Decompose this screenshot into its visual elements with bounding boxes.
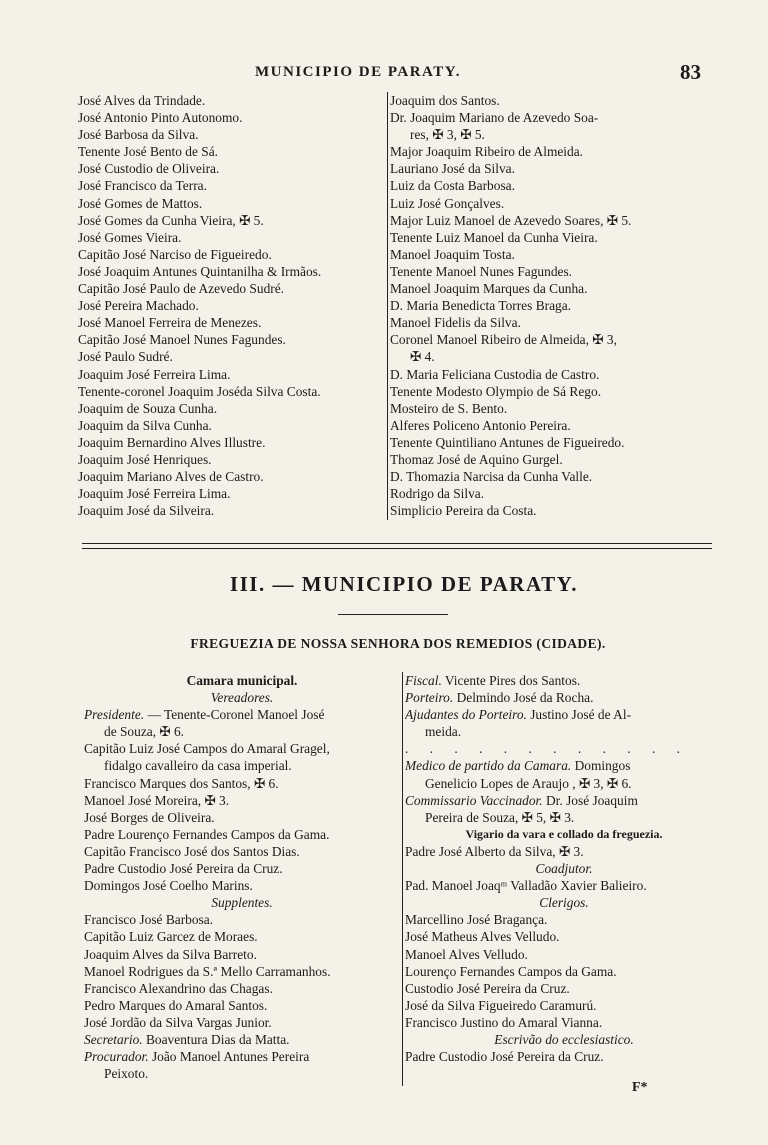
name-entry: Dr. Joaquim Mariano de Azevedo Soa- <box>390 110 599 126</box>
supplente-entry: Joaquim Alves da Silva Barreto. <box>84 946 257 962</box>
medico-label: Medico de partido da Camara. <box>405 758 572 774</box>
name-entry: Manoel Fidelis da Silva. <box>390 315 521 331</box>
name-entry: Tenente-coronel Joaquim Josédа Silva Costa. <box>78 383 321 399</box>
name-entry: Joaquim José Henriques. <box>78 451 212 467</box>
column-divider-top <box>387 92 388 520</box>
camara-entry: Francisco Marques dos Santos, ✠ 6. <box>84 775 279 791</box>
presidente-text: — Tenente-Coronel Manoel José <box>144 707 325 723</box>
name-entry: Tenente Manoel Nunes Fagundes. <box>390 263 573 279</box>
medico-continuation: Genelicio Lopes de Araujo , ✠ 3, ✠ 6. <box>425 775 632 791</box>
presidente-label: Presidente. <box>84 707 145 723</box>
name-entry: Tenente Quintiliano Antunes de Figueiredo. <box>390 434 625 450</box>
camara-entry: Padre Custodio José Pereira da Cruz. <box>84 861 283 877</box>
name-entry: Joaquim José da Silveira. <box>78 503 215 519</box>
vaccinador-continuation: Pereira de Souza, ✠ 5, ✠ 3. <box>425 809 575 825</box>
coadjutor-name: Pad. Manoel Joaqᵐ Valladão Xavier Balieiro. <box>405 878 647 894</box>
double-rule-lower <box>82 548 712 549</box>
camara-column <box>84 672 400 1082</box>
vaccinador-line <box>405 792 723 809</box>
camara-entry: Padre Lourenço Fernandes Campos da Gama. <box>84 826 330 842</box>
name-entry: José Pereira Machado. <box>78 298 199 314</box>
name-entry: Major Luiz Manoel de Azevedo Soares, ✠ 5. <box>390 212 632 228</box>
page-header <box>0 60 768 90</box>
porteiro-label: Porteiro. <box>405 690 454 706</box>
name-entry: D. Maria Benedicta Torres Braga. <box>390 298 572 314</box>
name-entry: Mosteiro de S. Bento. <box>390 400 508 416</box>
porteiro-line <box>405 689 723 706</box>
supplente-entry: Manoel Rodrigues da S.ª Mello Carramanhos. <box>84 963 331 979</box>
clerigo-entry: Manoel Alves Velludo. <box>405 946 528 962</box>
clerigo-entry: Lourenço Fernandes Campos da Gama. <box>405 963 617 979</box>
name-entry: José Barbosa da Silva. <box>78 127 199 143</box>
clerigo-entry: Francisco Justino do Amaral Vianna. <box>405 1014 603 1030</box>
vigario-name: Padre José Alberto da Silva, ✠ 3. <box>405 843 584 859</box>
top-left-column <box>78 92 386 519</box>
clerigo-entry: José Matheus Alves Velludo. <box>405 929 560 945</box>
presidente-line <box>84 706 400 723</box>
column-divider-bottom <box>402 672 403 1086</box>
name-entry: José Paulo Sudré. <box>78 349 173 365</box>
camara-entry: Domingos José Coelho Marins. <box>84 878 253 894</box>
secretario-line <box>84 1031 400 1048</box>
page-number: 83 <box>680 60 701 84</box>
section-title: III. — MUNICIPIO DE PARATY. <box>229 572 579 596</box>
name-entry: Luiz da Costa Barbosa. <box>390 178 515 194</box>
name-entry: Simplicio Pereira da Costa. <box>390 503 537 519</box>
top-right-column <box>390 92 720 519</box>
ajudantes-name: Justino José de Al- <box>526 707 632 723</box>
name-entry: José Francisco da Terra. <box>78 178 207 194</box>
name-entry: Joaquim José Ferreira Lima. <box>78 366 231 382</box>
procurador-continuation: Peixoto. <box>104 1066 149 1082</box>
name-entry: Manoel Joaquim Marques da Cunha. <box>390 281 588 297</box>
camara-entry: fidalgo cavalleiro da casa imperial. <box>104 758 292 774</box>
camara-entry: Capitão Luiz José Campos do Amaral Gragel, <box>84 741 330 757</box>
name-entry: Joaquim José Ferreira Lima. <box>78 486 231 502</box>
ajudantes-label: Ajudantes do Porteiro. <box>405 707 527 723</box>
running-title: MUNICIPIO DE PARATY. <box>255 64 461 80</box>
name-entry: Manoel Joaquim Tosta. <box>390 246 515 262</box>
vereadores-heading: Vereadores. <box>210 690 274 706</box>
name-entry: Capitão José Narciso de Figueiredo. <box>78 246 272 262</box>
name-entry: Joaquim dos Santos. <box>390 93 500 108</box>
section-rule <box>338 614 448 615</box>
secretario-label: Secretario. <box>84 1031 143 1047</box>
name-entry: D. Maria Feliciana Custodia de Castro. <box>390 366 600 382</box>
medico-name: Domingos <box>571 758 631 774</box>
vigario-heading: Vigario da vara e collado da freguezia. <box>465 826 663 841</box>
name-entry: José Gomes da Cunha Vieira, ✠ 5. <box>78 212 264 228</box>
name-entry: Thomaz José de Aquino Gurgel. <box>390 451 563 467</box>
escrivao-heading: Escrivão do ecclesiastico. <box>494 1031 634 1047</box>
supplente-entry: Francisco Alexandrino das Chagas. <box>84 980 273 996</box>
clerigo-entry: Marcellino José Bragança. <box>405 912 548 928</box>
name-entry: José Alves da Trindade. <box>78 93 206 108</box>
name-entry: José Antonio Pinto Autonomo. <box>78 110 243 126</box>
name-entry: Joaquim Bernardino Alves Illustre. <box>78 434 266 450</box>
porteiro-name: Delmindo José da Rocha. <box>453 690 594 706</box>
procurador-name: João Manoel Antunes Pereira <box>148 1049 310 1065</box>
name-entry: José Gomes de Mattos. <box>78 195 203 211</box>
ajudantes-line <box>405 706 723 723</box>
escrivao-name: Padre Custodio José Pereira da Cruz. <box>405 1049 604 1065</box>
vaccinador-label: Commissario Vaccinador. <box>405 792 543 808</box>
name-entry: José Manoel Ferreira de Menezes. <box>78 315 262 331</box>
name-entry: ✠ 4. <box>410 349 435 365</box>
ajudantes-continuation: meida. <box>425 724 462 740</box>
name-entry: Major Joaquim Ribeiro de Almeida. <box>390 144 584 160</box>
dot-leader: . . . . . . . . . . . . <box>405 741 689 757</box>
name-entry: Tenente José Bento de Sá. <box>78 144 218 160</box>
name-entry: Coronel Manoel Ribeiro de Almeida, ✠ 3, <box>390 332 617 348</box>
name-entry: Capitão José Manoel Nunes Fagundes. <box>78 332 286 348</box>
procurador-line <box>84 1048 400 1065</box>
name-entry: Capitão José Paulo de Azevedo Sudré. <box>78 281 285 297</box>
supplente-entry: Capitão Luiz Garcez de Moraes. <box>84 929 258 945</box>
supplente-entry: Pedro Marques do Amaral Santos. <box>84 997 268 1013</box>
double-rule-upper <box>82 543 712 544</box>
name-entry: José Gomes Vieira. <box>78 229 182 245</box>
camara-heading: Camara municipal. <box>186 673 298 688</box>
name-entry: José Custodio de Oliveira. <box>78 161 220 177</box>
supplente-entry: José Jordão da Silva Vargas Junior. <box>84 1014 272 1030</box>
camara-entry: José Borges de Oliveira. <box>84 809 215 825</box>
name-entry: Tenente Luiz Manoel da Cunha Vieira. <box>390 229 598 245</box>
name-entry: José Joaquim Antunes Quintanilha & Irmãos. <box>78 263 322 279</box>
presidente-continuation: de Souza, ✠ 6. <box>104 724 185 740</box>
camara-entry: Manoel José Moreira, ✠ 3. <box>84 792 230 808</box>
vaccinador-name: Dr. José Joaquim <box>542 792 638 808</box>
fiscal-name: Vicente Pires dos Santos. <box>441 673 581 688</box>
clerigo-entry: Custodio José Pereira da Cruz. <box>405 980 570 996</box>
camara-entry: Capitão Francisco José dos Santos Dias. <box>84 843 300 859</box>
coadjutor-heading: Coadjutor. <box>535 861 593 877</box>
secretario-name: Boaventura Dias da Matta. <box>142 1031 290 1047</box>
name-entry: Joaquim Mariano Alves de Castro. <box>78 469 264 485</box>
clerigos-heading: Clerigos. <box>539 895 589 911</box>
name-entry: Joaquim de Souza Cunha. <box>78 400 218 416</box>
procurador-label: Procurador. <box>84 1049 149 1065</box>
signature-mark: F* <box>632 1080 648 1095</box>
officials-column <box>405 672 723 1065</box>
name-entry: res, ✠ 3, ✠ 5. <box>410 127 485 143</box>
fiscal-line <box>405 672 723 689</box>
fiscal-label: Fiscal. <box>405 673 442 688</box>
name-entry: Alferes Policeno Antonio Pereira. <box>390 417 571 433</box>
parish-title: FREGUEZIA DE NOSSA SENHORA DOS REMEDIOS (CIDADE). <box>190 636 606 651</box>
supplente-entry: Francisco José Barbosa. <box>84 912 214 928</box>
name-entry: Lauriano José da Silva. <box>390 161 515 177</box>
name-entry: Luiz José Gonçalves. <box>390 195 505 211</box>
name-entry: Tenente Modesto Olympio de Sá Rego. <box>390 383 602 399</box>
name-entry: Rodrigo da Silva. <box>390 486 485 502</box>
name-entry: D. Thomazia Narcisa da Cunha Valle. <box>390 469 593 485</box>
name-entry: Joaquim da Silva Cunha. <box>78 417 212 433</box>
supplentes-heading: Supplentes. <box>211 895 273 911</box>
clerigo-entry: José da Silva Figueiredo Caramurú. <box>405 997 597 1013</box>
medico-line <box>405 757 723 774</box>
